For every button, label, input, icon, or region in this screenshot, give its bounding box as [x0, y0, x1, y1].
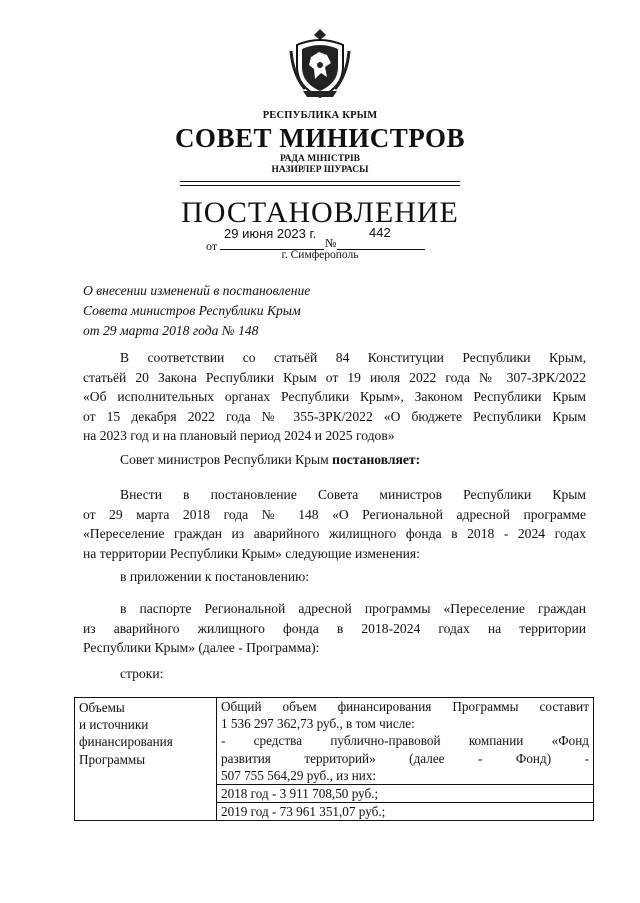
number-label: №: [325, 236, 337, 250]
financing-value-cell: [217, 698, 594, 821]
paragraph-line: в паспорте Региональной адресной программы «Переселение граждан: [120, 601, 586, 616]
document-type: ПОСТАНОВЛЕНИЕ: [181, 196, 459, 229]
resolution-line: [120, 452, 420, 468]
subject-line: Совета министров Республики Крым: [83, 303, 301, 318]
lines-label: строки:: [120, 666, 164, 681]
cell-line: развития территорий» (далее - Фонд) -: [221, 750, 589, 766]
decree-subject: [83, 281, 310, 341]
financing-label-cell: [75, 698, 217, 821]
council-name-crimean-tatar: НАЗИРЛЕР ШУРАСЫ: [271, 165, 369, 175]
cell-line: Программы: [79, 751, 146, 767]
cell-line: Общий объем финансирования Программы составит: [221, 699, 589, 714]
paragraph-line: В соответствии со статьёй 84 Конституции Республики Крым,: [120, 350, 586, 365]
paragraph-line: Республики Крым» (далее - Программа):: [83, 640, 320, 655]
cell-line: 2019 год - 73 961 351,07 руб.;: [217, 802, 593, 820]
financing-table: [74, 697, 594, 821]
paragraph-line: «Переселение граждан из аварийного жилищного фонда в 2018 - 2024 годах: [83, 526, 586, 541]
cell-line: - средства публично-правовой компании «Фонд: [221, 733, 589, 749]
council-name-ukrainian: РАДА МІНІСТРІВ: [279, 154, 360, 164]
paragraph-amendment: [83, 485, 586, 563]
resolution-text: Совет министров Республики Крым: [120, 452, 333, 467]
decree-number: 442: [369, 225, 391, 240]
paragraph-line: «Об исполнительных органах Республики Крым», Законом Республики Крым: [83, 389, 586, 404]
paragraph-line: из аварийного жилищного фонда в 2018-2024 годах на территории: [83, 620, 586, 636]
cell-line: 2018 год - 3 911 708,50 руб.;: [217, 784, 593, 802]
republic-name: РЕСПУБЛИКА КРЫМ: [262, 110, 378, 121]
paragraph-line: на территории Республики Крым» следующие изменения:: [83, 545, 420, 561]
paragraph-passport: [83, 599, 586, 658]
subject-line: О внесении изменений в постановление: [83, 283, 311, 298]
paragraph-line: статьёй 20 Закона Республики Крым от 19 июля 2022 года № 307-ЗРК/2022: [83, 369, 586, 385]
date-label: от: [206, 239, 218, 253]
cell-line: и источники: [79, 717, 149, 733]
appendix-line: в приложении к постановлению:: [120, 569, 310, 584]
city: г. Симферополь: [281, 249, 359, 261]
header-divider-top: [180, 181, 460, 182]
cell-line: Объемы: [79, 700, 125, 715]
cell-line: финансирования: [79, 734, 173, 750]
cell-line: 507 755 564,29 руб., из них:: [221, 767, 377, 783]
paragraph-line: от 29 марта 2018 года № 148 «О Региональной адресной программе: [83, 506, 586, 522]
crimea-coat-of-arms-icon: [289, 27, 351, 101]
cell-line: 1 536 297 362,73 руб., в том числе:: [221, 716, 415, 732]
resolution-verb: постановляет:: [332, 452, 421, 467]
paragraph-line: Внести в постановление Совета министров Республики Крым: [120, 487, 586, 502]
table-row: [75, 698, 594, 821]
subject-line: от 29 марта 2018 года № 148: [83, 323, 259, 338]
paragraph-line: от 15 декабря 2022 года № 355-ЗРК/2022 «О бюджете Республики Крым: [83, 408, 586, 424]
paragraph-legal-basis: [83, 348, 586, 446]
council-title: СОВЕТ МИНИСТРОВ: [174, 123, 466, 153]
paragraph-line: на 2023 год и на плановый период 2024 и 2025 годов»: [83, 428, 395, 443]
header-divider-bottom: [180, 185, 460, 186]
decree-date: 29 июня 2023 г.: [224, 226, 317, 241]
